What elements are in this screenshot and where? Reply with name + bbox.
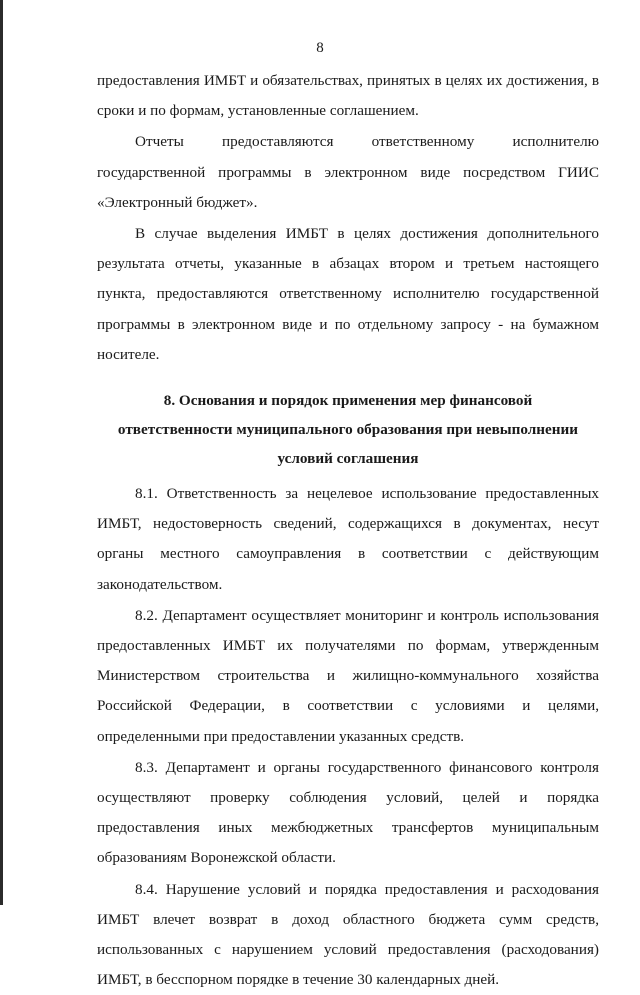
paragraph-8-4: 8.4. Нарушение условий и порядка предоставления и расходования ИМБТ влечет возврат в доход областного бюджета сумм средств, использованных с нарушением условий предоставления (расходования) ИМБТ, в бесспорном порядке в течение 30 календарных дней.: [97, 880, 599, 989]
section-heading: 8. Основания и порядок применения мер финансовой ответственности муниципального образования при невыполнении условий соглашения: [117, 392, 579, 468]
paragraph-8-1: 8.1. Ответственность за нецелевое использование предоставленных ИМБТ, недостоверность сведений, содержащихся в документах, несут органы местного самоуправления в соответствии с действующим законодательством.: [97, 485, 599, 593]
paragraph-additional-result: В случае выделения ИМБТ в целях достижения дополнительного результата отчеты, указанные в абзацах втором и третьем настоящего пункта, предоставляются ответственному исполнителю государственной программы в электронном виде и по отдельному запросу - на бумажном носителе.: [97, 225, 599, 363]
paragraph-reports: Отчеты предоставляются ответственному исполнителю государственной программы в электронном виде посредством ГИИС «Электронный бюджет».: [97, 133, 599, 211]
paragraph-8-2: 8.2. Департамент осуществляет мониторинг и контроль использования предоставленных ИМБТ их получателями по формам, утвержденным Министерством строительства и жилищно-коммунального хозяйства Российской Федерации, в соответствии с условиями и целями, определенными при предоставлении указанных средств.: [97, 606, 599, 745]
paragraph-8-3: 8.3. Департамент и органы государственного финансового контроля осуществляют проверку соблюдения условий, целей и порядка предоставления иных межбюджетных трансфертов муниципальным образованиям Воронежской области.: [97, 758, 599, 867]
scan-edge: [0, 0, 3, 905]
document-body: [97, 66, 599, 995]
paragraph-continuation: предоставления ИМБТ и обязательствах, принятых в целях их достижения, в сроки и по формам, установленные соглашением.: [97, 72, 599, 120]
page-number: 8: [316, 40, 324, 56]
